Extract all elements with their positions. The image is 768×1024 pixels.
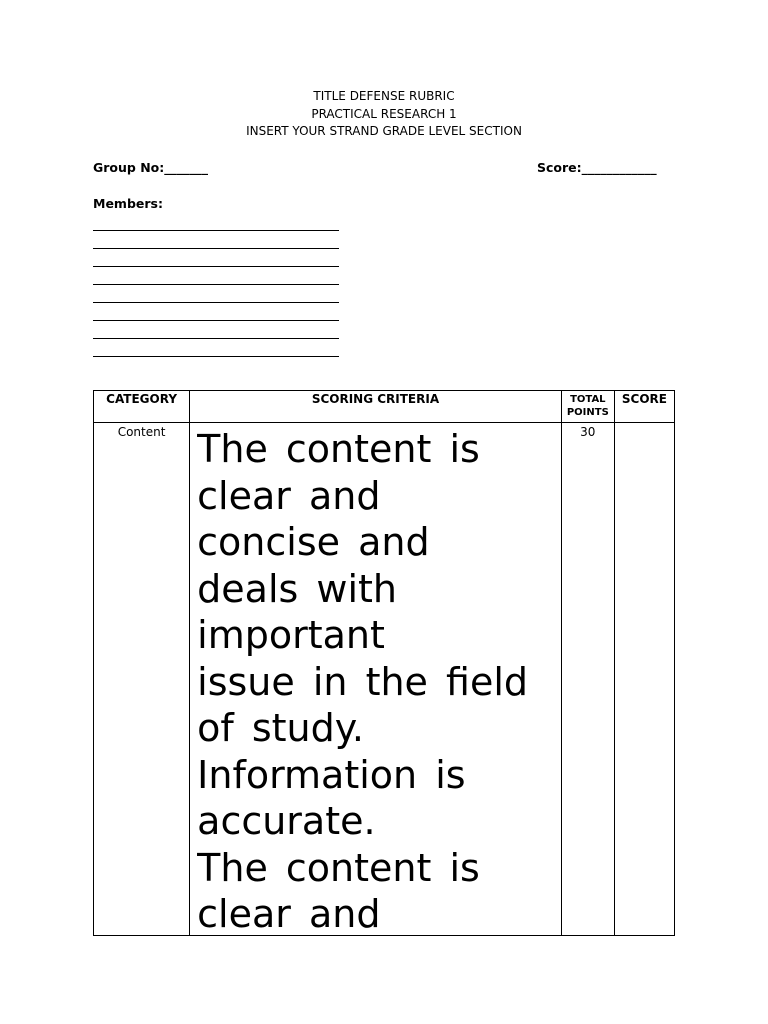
- criteria-line: Information is: [197, 752, 466, 797]
- document-title: [0, 88, 768, 141]
- title-line-1: TITLE DEFENSE RUBRIC: [313, 89, 455, 103]
- member-blank-line: [93, 267, 339, 285]
- title-line-2: PRACTICAL RESEARCH 1: [311, 106, 457, 121]
- header-score: SCORE: [614, 391, 674, 423]
- criteria-line: The content is: [197, 427, 480, 471]
- member-blank-line: [93, 321, 339, 339]
- cell-category: Content: [94, 423, 190, 936]
- member-blank-line: [93, 231, 339, 249]
- criteria-line: issue in the field: [197, 659, 529, 704]
- member-blank-line: [93, 339, 339, 357]
- table-row: [94, 423, 675, 936]
- member-blank-line: [93, 285, 339, 303]
- group-no-field: Group No:_______: [93, 160, 209, 175]
- criteria-line: accurate.: [197, 799, 376, 843]
- header-total-points: TOTAL POINTS: [561, 391, 614, 423]
- score-field: Score:____________: [537, 160, 657, 175]
- criteria-line: deals with: [197, 566, 397, 611]
- rubric-table: [93, 390, 675, 936]
- cell-score[interactable]: [614, 423, 674, 936]
- criteria-line: important: [197, 613, 385, 657]
- member-blank-lines: [93, 213, 339, 357]
- title-line-3: INSERT YOUR STRAND GRADE LEVEL SECTION: [246, 124, 522, 138]
- header-scoring-criteria: SCORING CRITERIA: [190, 391, 562, 423]
- criteria-line: concise and: [197, 520, 430, 564]
- table-header-row: [94, 391, 675, 423]
- criteria-line: clear and: [197, 473, 381, 518]
- criteria-line: The content is: [197, 845, 480, 890]
- criteria-text: [190, 423, 561, 935]
- criteria-line: clear and: [197, 892, 381, 935]
- cell-scoring-criteria: [190, 423, 562, 936]
- cell-total-points: 30: [561, 423, 614, 936]
- member-blank-line: [93, 249, 339, 267]
- member-blank-line: [93, 213, 339, 231]
- criteria-line: of study.: [197, 706, 364, 750]
- header-category: CATEGORY: [94, 391, 190, 423]
- member-blank-line: [93, 303, 339, 321]
- members-label: Members:: [93, 196, 163, 211]
